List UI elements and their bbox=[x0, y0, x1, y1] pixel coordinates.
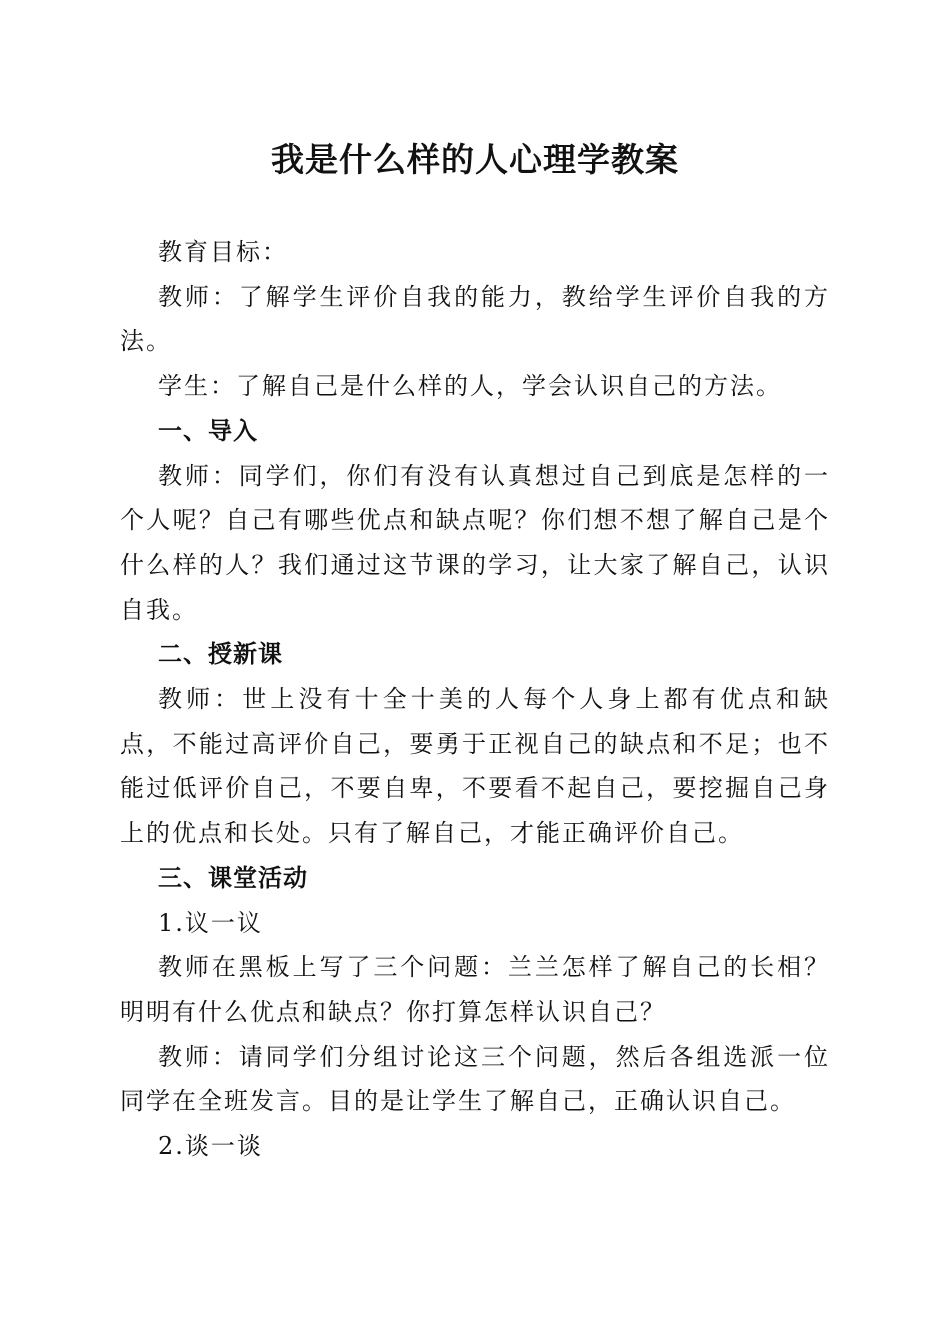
document-body bbox=[120, 230, 830, 1169]
paragraph-goals-label: 教育目标： bbox=[158, 238, 288, 266]
document-title: 我是什么样的人心理学教案 bbox=[271, 140, 679, 179]
paragraph-activity-1-title: 1.议一议 bbox=[158, 908, 263, 937]
section-heading-activity: 三、课堂活动 bbox=[158, 863, 308, 892]
paragraph-teacher-goal: 教师：了解学生评价自我的能力，教给学生评价自我的方法。 bbox=[120, 282, 830, 356]
paragraph-student-goal: 学生：了解自己是什么样的人，学会认识自己的方法。 bbox=[158, 372, 782, 401]
paragraph-activity-2-title: 2.谈一谈 bbox=[158, 1132, 263, 1161]
section-heading-intro: 一、导入 bbox=[158, 416, 258, 445]
paragraph-activity-1-instruction: 教师：请同学们分组讨论这三个问题，然后各组选派一位同学在全班发言。目的是让学生了解自己，正确认识自己。 bbox=[120, 1042, 830, 1116]
paragraph-new-lesson: 教师：世上没有十全十美的人每个人身上都有优点和缺点，不能过高评价自己，要勇于正视自己的缺点和不足；也不能过低评价自己，不要自卑，不要看不起自己，要挖掘自己身上的优点和长处。只有了解自己，才能正确评价自己。 bbox=[120, 685, 830, 848]
section-heading-new-lesson: 二、授新课 bbox=[158, 640, 283, 669]
paragraph-activity-1-questions: 教师在黑板上写了三个问题：兰兰怎样了解自己的长相？明明有什么优点和缺点？你打算怎样认识自己？ bbox=[120, 953, 830, 1026]
paragraph-intro: 教师：同学们，你们有没有认真想过自己到底是怎样的一个人呢？自己有哪些优点和缺点呢？你们想不想了解自己是个什么样的人？我们通过这节课的学习，让大家了解自己，认识自我。 bbox=[120, 461, 830, 624]
